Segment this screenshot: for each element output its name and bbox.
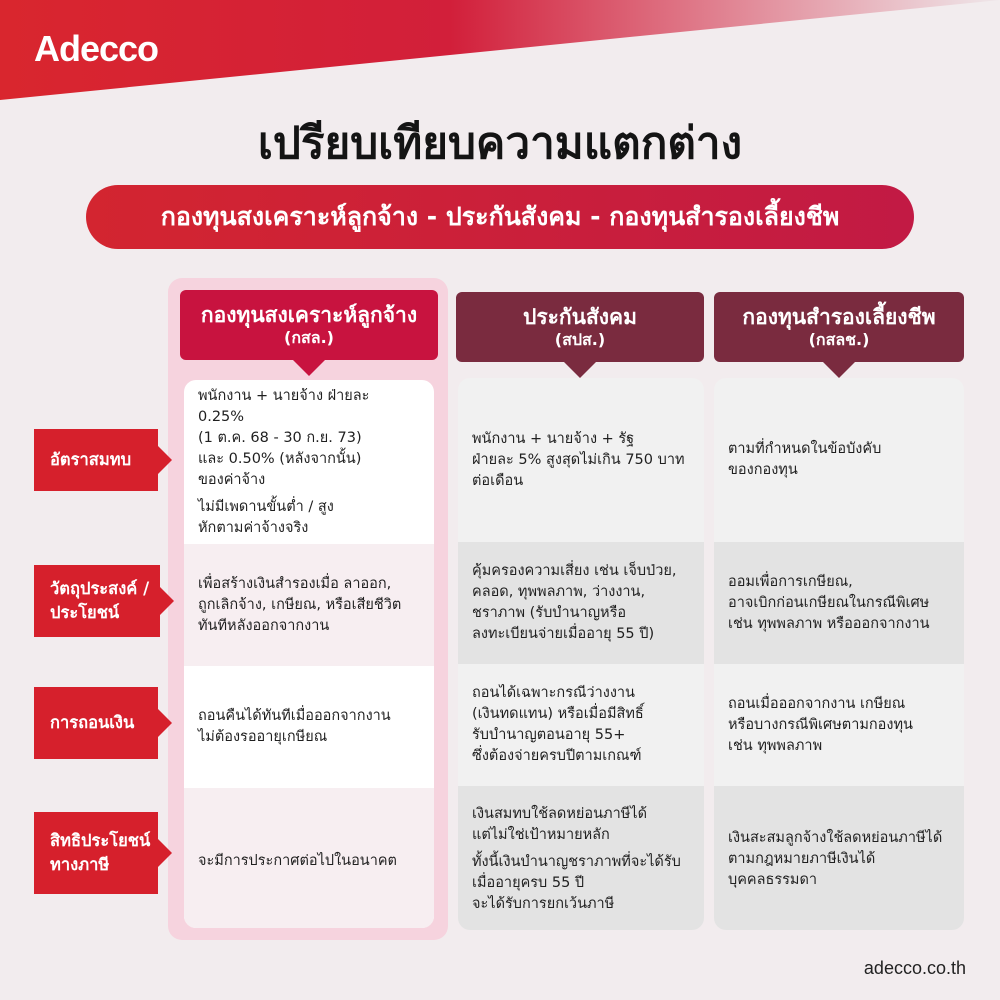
cell-line: อาจเบิกก่อนเกษียณในกรณีพิเศษ — [728, 594, 930, 611]
row-label-text: การถอนเงิน — [50, 713, 135, 732]
cell-line: ตามที่กำหนดในข้อบังคับ — [728, 441, 882, 457]
row-label-text: ทางภาษี — [50, 855, 110, 874]
cell-paragraph — [728, 572, 950, 635]
adecco-logo: Adecco — [34, 28, 159, 69]
cell-line: บุคคลธรรมดา — [728, 871, 818, 888]
website-url: adecco.co.th — [863, 958, 966, 978]
cell-line: ทั้งนี้เงินบำนาญชราภาพที่จะได้รับ — [472, 853, 681, 870]
cell-line: คุ้มครองความเสี่ยง เช่น เจ็บป่วย, — [472, 563, 677, 579]
cell-paragraph — [472, 852, 690, 915]
cell-paragraph — [472, 561, 690, 645]
cell-line: ลงทะเบียนจ่ายเมื่ออายุ 55 ปี) — [472, 626, 655, 642]
table-cell — [184, 666, 434, 788]
cell-line: ถอนคืนได้ทันทีเมื่อออกจากงาน — [198, 708, 391, 724]
column-header-social-security — [456, 292, 704, 362]
table-cell — [714, 542, 964, 664]
cell-line: และ 0.50% (หลังจากนั้น) — [198, 450, 362, 467]
cell-paragraph — [472, 429, 690, 492]
cell-line: จะมีการประกาศต่อไปในอนาคต — [198, 852, 397, 869]
row-label-text: วัตถุประสงค์ / — [50, 579, 150, 598]
cell-line: เมื่ออายุครบ 55 ปี — [472, 874, 585, 891]
column-header-provident-fund — [714, 292, 964, 362]
cell-paragraph — [728, 828, 950, 891]
column-card-provident-fund — [714, 378, 964, 930]
cell-line: พนักงาน + นายจ้าง + รัฐ — [472, 430, 635, 447]
cell-line: ไม่มีเพดานขั้นต่ำ / สูง — [198, 498, 334, 515]
cell-line: พนักงาน + นายจ้าง ฝ่ายละ 0.25% — [198, 387, 370, 425]
cell-line: ถูกเลิกจ้าง, เกษียณ, หรือเสียชีวิต — [198, 596, 402, 613]
cell-line: ไม่ต้องรออายุเกษียณ — [198, 729, 328, 745]
table-cell — [714, 786, 964, 930]
cell-paragraph — [472, 683, 690, 767]
cell-line: ถอนได้เฉพาะกรณีว่างงาน — [472, 685, 635, 701]
cell-paragraph — [198, 706, 420, 748]
cell-line: ต่อเดือน — [472, 472, 524, 489]
cell-line: ชราภาพ (รับบำนาญหรือ — [472, 605, 627, 621]
cell-line: เงินสะสมลูกจ้างใช้ลดหย่อนภาษีได้ — [728, 829, 943, 846]
cell-line: จะได้รับการยกเว้นภาษี — [472, 895, 615, 912]
cell-line: หรือบางกรณีพิเศษตามกองทุน — [728, 716, 913, 733]
cell-line: ของค่าจ้าง — [198, 471, 266, 488]
column-abbr: (กสล.) — [284, 328, 334, 347]
column-card-social-security — [458, 378, 704, 930]
cell-line: เงินสมทบใช้ลดหย่อนภาษีได้ — [472, 805, 647, 822]
cell-line: ซึ่งต้องจ่ายครบปีตามเกณฑ์ — [472, 748, 642, 764]
table-cell — [714, 378, 964, 542]
row-label-withdrawal — [34, 687, 158, 759]
subtitle-text: กองทุนสงเคราะห์ลูกจ้าง - ประกันสังคม - กองทุนสำรองเลี้ยงชีพ — [160, 202, 840, 231]
cell-line: ออมเพื่อการเกษียณ, — [728, 573, 853, 590]
cell-paragraph — [198, 574, 420, 637]
column-title: กองทุนสำรองเลี้ยงชีพ — [742, 304, 936, 329]
cell-line: เช่น ทุพพลภาพ — [728, 737, 823, 754]
cell-line: เพื่อสร้างเงินสำรองเมื่อ ลาออก, — [198, 575, 392, 592]
cell-paragraph — [198, 497, 420, 539]
subtitle-pill — [86, 185, 914, 249]
table-cell — [458, 786, 704, 930]
cell-line: ฝ่ายละ 5% สูงสุดไม่เกิน 750 บาท — [472, 451, 685, 468]
column-header-gsl — [180, 290, 438, 360]
column-abbr: (สปส.) — [554, 330, 606, 349]
cell-line: หักตามค่าจ้างจริง — [198, 519, 309, 536]
table-cell — [714, 664, 964, 786]
cell-paragraph — [198, 386, 420, 491]
column-title: ประกันสังคม — [523, 304, 637, 329]
row-label-text: ประโยชน์ — [50, 603, 120, 622]
cell-line: แต่ไม่ใช่เป้าหมายหลัก — [472, 826, 610, 843]
cell-paragraph — [728, 439, 950, 481]
row-label-contribution-rate — [34, 429, 158, 491]
table-cell — [184, 788, 434, 928]
cell-line: ตามกฎหมายภาษีเงินได้ — [728, 850, 876, 867]
cell-paragraph — [198, 851, 420, 872]
cell-paragraph — [472, 804, 690, 846]
cell-line: เช่น ทุพพลภาพ หรือออกจากงาน — [728, 615, 930, 632]
column-card-gsl — [184, 380, 434, 928]
row-label-purpose — [34, 565, 160, 637]
cell-line: คลอด, ทุพพลภาพ, ว่างงาน, — [472, 584, 646, 600]
cell-line: ทันทีหลังออกจากงาน — [198, 617, 330, 634]
table-cell — [184, 380, 434, 544]
cell-line: (เงินทดแทน) หรือเมื่อมีสิทธิ์ — [472, 706, 644, 722]
table-cell — [458, 664, 704, 786]
column-title: กองทุนสงเคราะห์ลูกจ้าง — [200, 302, 418, 327]
cell-line: ของกองทุน — [728, 462, 798, 478]
row-label-text: สิทธิประโยชน์ — [50, 831, 151, 850]
cell-line: (1 ต.ค. 68 - 30 ก.ย. 73) — [198, 429, 362, 446]
column-abbr: (กสลช.) — [808, 330, 870, 349]
page-title: เปรียบเทียบความแตกต่าง — [257, 118, 743, 169]
row-label-tax-benefit — [34, 812, 158, 894]
row-label-text: อัตราสมทบ — [50, 450, 132, 469]
table-cell — [458, 542, 704, 664]
table-cell — [458, 378, 704, 542]
cell-line: ถอนเมื่อออกจากงาน เกษียณ — [728, 695, 906, 712]
cell-paragraph — [728, 694, 950, 757]
table-cell — [184, 544, 434, 666]
cell-line: รับบำนาญตอนอายุ 55+ — [472, 727, 626, 743]
